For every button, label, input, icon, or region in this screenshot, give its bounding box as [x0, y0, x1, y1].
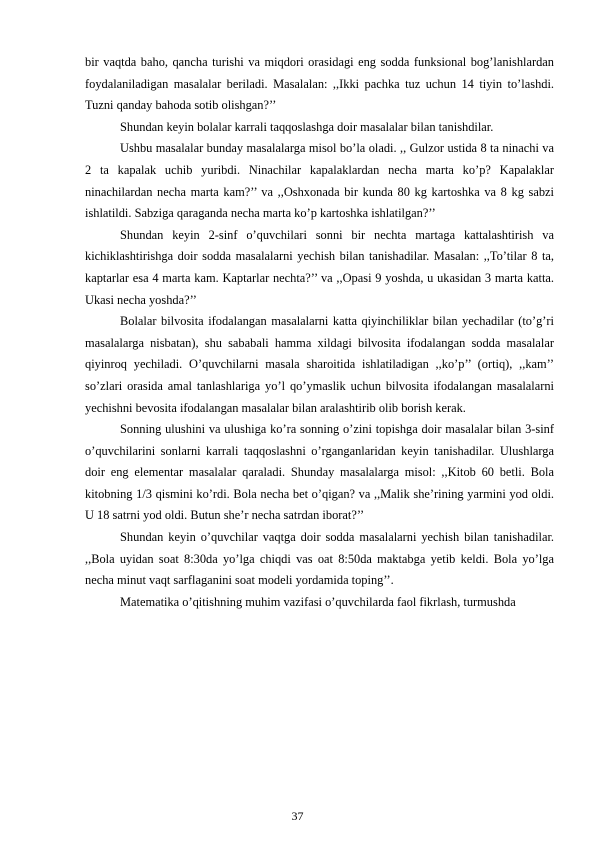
paragraph: Shundan keyin o’quvchilar vaqtga doir sodda masalalarni yechish bilan tanishadilar. ,,Bola uyidan soat 8:30da yo’lga chiqdi vas oat 8:50da maktabga yetib keldi. Bola yo’lga necha minut vaqt sarflaganini soat modeli yordamida toping’’.	[85, 530, 554, 588]
paragraph-continuation: bir vaqtda baho, qancha turishi va miqdori orasidagi eng sodda funksional bog’lanishlardan foydalaniladigan masalalar beriladi. Masalalan: ,,Ikki pachka tuz uchun 14 tiyin to’lashdi. Tuzni qanday bahoda sotib olishgan?’’	[85, 55, 554, 113]
paragraph: Sonning ulushini va ulushiga ko’ra sonning o’zini topishga doir masalalar bilan 3-sinf o’quvchilarini sonlarni karrali taqqoslashni o’rganganlaridan keyin tanishadilar. Ulushlarga doir eng elementar masalalar qaraladi. Shunday masalalarga misol: ,,Kitob 60 betli. Bola kitobning 1/3 qismini ko’rdi. Bola necha bet o’qigan? va ,,Malik she’rining yarmini yod oldi. U 18 satrni yod oldi. Butun she’r necha satrdan iborat?’’	[85, 422, 554, 523]
paragraph: Bolalar bilvosita ifodalangan masalalarni katta qiyinchiliklar bilan yechadilar (to’g’ri masalalarga nisbatan), shu sababali hamma xildagi bilvosita ifodalangan sodda masalalar qiyinroq yechiladi. O’quvchilarni masala sharoitida ishlatiladigan ,,ko’p’’ (ortiq), ,,kam’’ so’zlari orasida amal tanlashlariga yo’l qo’ymaslik uchun bilvosita ifodalangan masalalarni yechishni bevosita ifodalangan masalalar bilan aralashtirib olib borish kerak.	[85, 314, 554, 415]
paragraph: Ushbu masalalar bunday masalalarga misol bo’la oladi. ,, Gulzor ustida 8 ta ninachi va 2 ta kapalak uchib yuribdi. Ninachilar kapalaklardan necha marta ko’p? Kapalaklar ninachilardan necha marta kam?’’ va ,,Oshxonada bir kunda 80 kg kartoshka va 8 kg sabzi ishlatildi. Sabziga qaraganda necha marta ko’p kartoshka ishlatilgan?’’	[85, 141, 554, 221]
paragraph: Shundan keyin bolalar karrali taqqoslashga doir masalalar bilan tanishdilar.	[120, 119, 494, 134]
body-text	[85, 52, 554, 613]
paragraph: Matematika o’qitishning muhim vazifasi o’quvchilarda faol fikrlash, turmushda	[120, 594, 516, 609]
paragraph: Shundan keyin 2-sinf o’quvchilari sonni bir nechta martaga kattalashtirish va kichiklashtirishga doir sodda masalalarni yechish bilan tanishadilar. Masalan: ,,To’tilar 8 ta, kaptarlar esa 4 marta kam. Kaptarlar nechta?’’ va ,,Opasi 9 yoshda, u ukasidan 3 marta katta. Ukasi necha yoshda?’’	[85, 227, 554, 307]
page-number: 37	[291, 809, 304, 823]
